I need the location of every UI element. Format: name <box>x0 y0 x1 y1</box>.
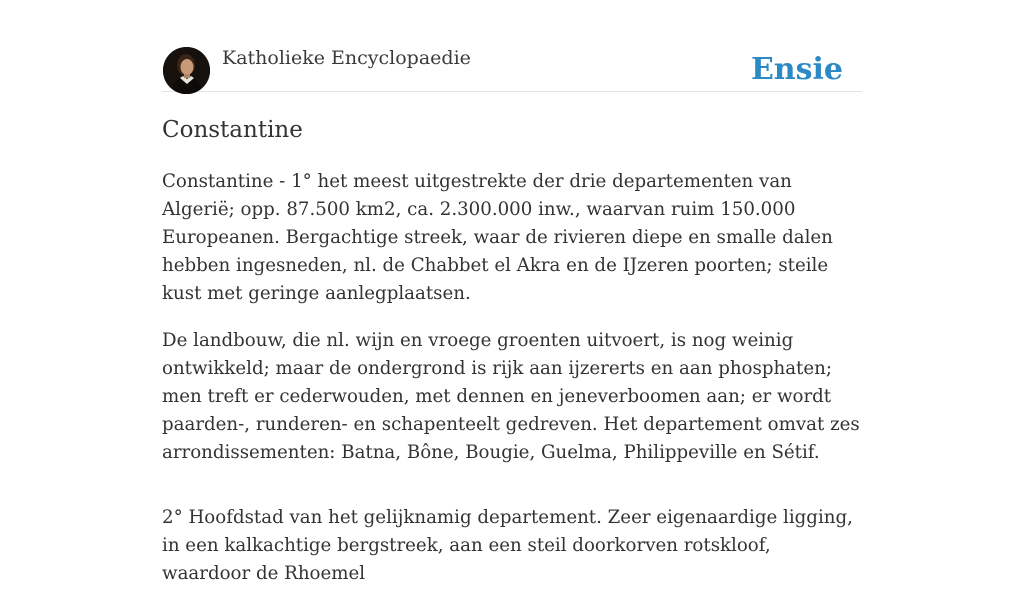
article-body <box>162 168 862 607</box>
brand-logo[interactable]: Ensie <box>750 52 843 87</box>
page-header <box>162 0 862 92</box>
portrait-avatar-icon[interactable] <box>163 47 210 94</box>
article-paragraph: 2° Hoofdstad van het gelijknamig departement. Zeer eigenaardige ligging, in een kalkachtige bergstreek, aan een steil doorkorven rotskloof, waardoor de Rhoemel <box>162 507 853 584</box>
article-paragraph: Constantine - 1° het meest uitgestrekte der drie departementen van Algerië; opp. 87.500 km2, ca. 2.300.000 inw., waarvan ruim 150.000 Europeanen. Bergachtige streek, waar de rivieren diepe en smalle dalen hebben ingesneden, nl. de Chabbet el Akra en de IJzeren poorten; steile kust met geringe aanlegplaatsen. <box>162 171 833 304</box>
article-paragraph: De landbouw, die nl. wijn en vroege groenten uitvoert, is nog weinig ontwikkeld; maar de ondergrond is rijk aan ijzererts en aan phosphaten; men treft er cederwouden, met dennen en jeneverboomen aan; er wordt paarden-, runderen- en schapenteelt gedreven. Het departement omvat zes arrondissementen: Batna, Bône, Bougie, Guelma, Philippeville en Sétif. <box>162 330 860 463</box>
source-name[interactable]: Katholieke Encyclopaedie <box>222 47 471 69</box>
page <box>162 0 862 584</box>
page-title: Constantine <box>162 117 303 143</box>
